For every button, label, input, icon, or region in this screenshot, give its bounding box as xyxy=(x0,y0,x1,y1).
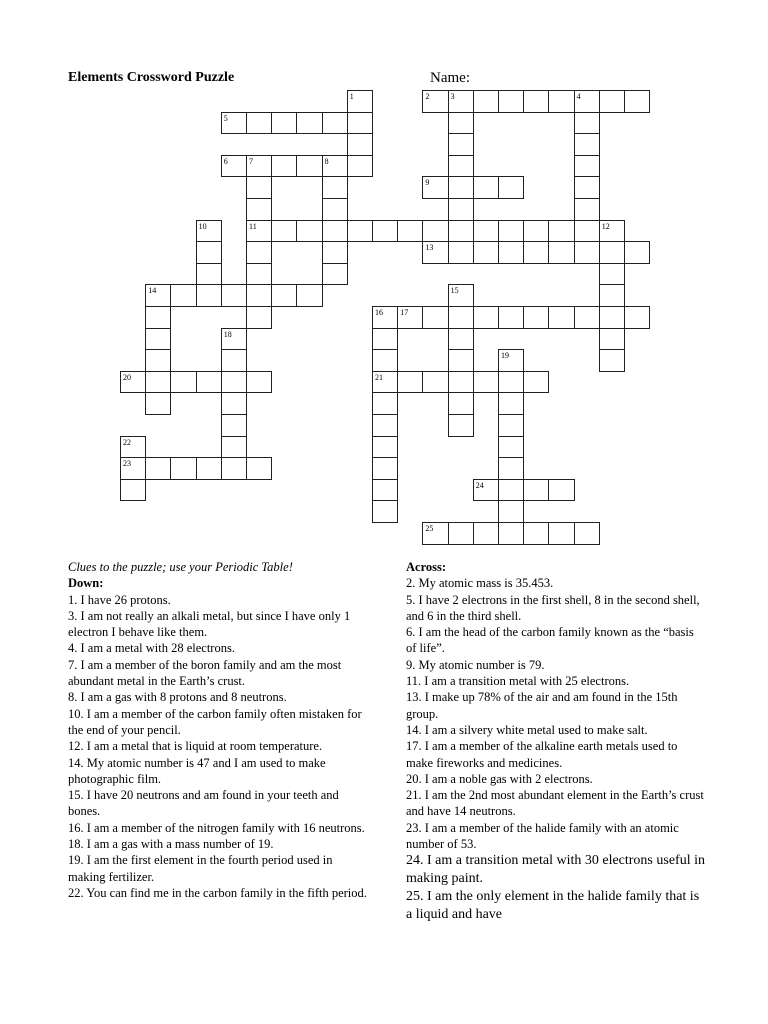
grid-cell[interactable] xyxy=(246,457,272,480)
grid-cell[interactable] xyxy=(322,176,348,199)
grid-cell[interactable] xyxy=(574,220,600,243)
grid-cell[interactable] xyxy=(322,155,348,178)
grid-cell[interactable] xyxy=(599,349,625,372)
grid-cell[interactable] xyxy=(448,155,474,178)
clue-number: 19 xyxy=(501,351,509,361)
grid-cell[interactable] xyxy=(498,457,524,480)
grid-cell[interactable] xyxy=(221,457,247,480)
grid-cell[interactable] xyxy=(599,263,625,286)
grid-cell[interactable] xyxy=(599,328,625,351)
grid-cell[interactable] xyxy=(120,371,146,394)
grid-cell[interactable] xyxy=(624,241,650,264)
grid-cell[interactable] xyxy=(170,371,196,394)
grid-cell[interactable] xyxy=(523,479,549,502)
clue-number: 8 xyxy=(324,156,329,166)
grid-cell[interactable] xyxy=(246,371,272,394)
grid-cell[interactable] xyxy=(498,436,524,459)
grid-cell[interactable] xyxy=(296,112,322,135)
grid-cell[interactable] xyxy=(498,479,524,502)
grid-cell[interactable] xyxy=(548,522,574,545)
grid-cell[interactable] xyxy=(548,90,574,113)
grid-cell[interactable] xyxy=(448,220,474,243)
grid-cell[interactable] xyxy=(448,392,474,415)
grid-cell[interactable] xyxy=(448,306,474,329)
grid-cell[interactable] xyxy=(372,457,398,480)
grid-cell[interactable] xyxy=(448,328,474,351)
grid-cell[interactable] xyxy=(473,90,499,113)
grid-cell[interactable] xyxy=(498,176,524,199)
grid-cell[interactable] xyxy=(145,284,171,307)
grid-cell[interactable] xyxy=(422,306,448,329)
grid-cell[interactable] xyxy=(498,414,524,437)
grid-cell[interactable] xyxy=(397,306,423,329)
clue-number: 6 xyxy=(223,156,228,166)
grid-cell[interactable] xyxy=(372,328,398,351)
grid-cell[interactable] xyxy=(196,241,222,264)
grid-cell[interactable] xyxy=(473,371,499,394)
across-clue: 6. I am the head of the carbon family known as the “basis of life”. xyxy=(406,625,694,656)
grid-cell[interactable] xyxy=(196,284,222,307)
grid-cell[interactable] xyxy=(422,241,448,264)
grid-cell[interactable] xyxy=(448,241,474,264)
across-clue: 9. My atomic number is 79. xyxy=(406,657,545,672)
grid-cell[interactable] xyxy=(221,284,247,307)
grid-cell[interactable] xyxy=(196,220,222,243)
grid-cell[interactable] xyxy=(246,112,272,135)
grid-cell[interactable] xyxy=(473,522,499,545)
grid-cell[interactable] xyxy=(523,522,549,545)
grid-cell[interactable] xyxy=(498,392,524,415)
down-clue: 22. You can find me in the carbon family in the fifth period. xyxy=(68,885,367,900)
down-clue: 12. I am a metal that is liquid at room temperature. xyxy=(68,739,323,754)
clue-number: 22 xyxy=(123,437,131,447)
grid-cell[interactable] xyxy=(372,500,398,523)
grid-cell[interactable] xyxy=(221,371,247,394)
grid-cell[interactable] xyxy=(448,414,474,437)
clue-number: 3 xyxy=(450,92,455,101)
grid-cell[interactable] xyxy=(498,241,524,264)
grid-cell[interactable] xyxy=(246,220,272,243)
grid-cell[interactable] xyxy=(372,306,398,329)
grid-cell[interactable] xyxy=(196,457,222,480)
grid-cell[interactable] xyxy=(473,220,499,243)
grid-cell[interactable] xyxy=(498,349,524,372)
grid-cell[interactable] xyxy=(498,306,524,329)
clues-right-column xyxy=(406,559,706,924)
grid-cell[interactable] xyxy=(145,457,171,480)
grid-cell[interactable] xyxy=(574,133,600,156)
down-clue: 7. I am a member of the boron family and am the most abundant metal in the Earth’s crust. xyxy=(68,657,342,689)
clue-number: 16 xyxy=(375,308,383,317)
grid-cell[interactable] xyxy=(548,241,574,264)
grid-cell[interactable] xyxy=(120,457,146,480)
grid-cell[interactable] xyxy=(448,349,474,372)
grid-cell[interactable] xyxy=(246,284,272,307)
grid-cell[interactable] xyxy=(473,306,499,329)
grid-cell[interactable] xyxy=(145,306,171,329)
clue-number: 20 xyxy=(123,372,131,382)
down-clue: 16. I am a member of the nitrogen family with 16 neutrons. xyxy=(68,820,365,835)
grid-cell[interactable] xyxy=(448,133,474,156)
across-clue: 20. I am a noble gas with 2 electrons. xyxy=(406,771,593,786)
grid-cell[interactable] xyxy=(372,220,398,243)
grid-cell[interactable] xyxy=(372,479,398,502)
across-clue: 25. I am the only element in the halide family that is a liquid and have xyxy=(406,889,700,923)
grid-cell[interactable] xyxy=(271,220,297,243)
clues-intro: Clues to the puzzle; use your Periodic Table! xyxy=(68,560,293,574)
grid-cell[interactable] xyxy=(145,371,171,394)
grid-cell[interactable] xyxy=(271,112,297,135)
grid-cell[interactable] xyxy=(322,198,348,221)
grid-cell[interactable] xyxy=(120,436,146,459)
down-clue: 1. I have 26 protons. xyxy=(68,592,171,607)
grid-cell[interactable] xyxy=(498,500,524,523)
grid-cell[interactable] xyxy=(296,284,322,307)
across-clue: 5. I have 2 electrons in the first shell, 8 in the second shell, and 6 in the third shell. xyxy=(406,592,700,623)
grid-cell[interactable] xyxy=(221,436,247,459)
grid-cell[interactable] xyxy=(372,436,398,459)
grid-cell[interactable] xyxy=(372,349,398,372)
clue-number: 14 xyxy=(148,286,157,296)
across-clue: 21. I am the 2nd most abundant element in the Earth’s crust and have 14 neutrons. xyxy=(406,788,704,819)
down-clue: 10. I am a member of the carbon family often mistaken for the end of your pencil. xyxy=(68,706,362,737)
grid-cell[interactable] xyxy=(246,306,272,329)
grid-cell[interactable] xyxy=(498,522,524,545)
grid-cell[interactable] xyxy=(322,263,348,286)
grid-cell[interactable] xyxy=(574,112,600,135)
grid-cell[interactable] xyxy=(422,220,448,243)
down-clue: 4. I am a metal with 28 electrons. xyxy=(68,641,235,656)
grid-cell[interactable] xyxy=(347,220,373,243)
down-clue: 15. I have 20 neutrons and am found in your teeth and bones. xyxy=(68,788,339,819)
down-clue-list xyxy=(68,592,368,902)
grid-cell[interactable] xyxy=(548,220,574,243)
grid-cell[interactable] xyxy=(120,479,146,502)
across-clue: 13. I make up 78% of the air and am found in the 15th group. xyxy=(406,690,678,721)
clue-number: 11 xyxy=(249,221,257,231)
clue-number: 13 xyxy=(425,243,434,253)
grid-cell[interactable] xyxy=(548,479,574,502)
across-heading: Across: xyxy=(406,560,447,574)
grid-cell[interactable] xyxy=(574,155,600,178)
down-clue: 8. I am a gas with 8 protons and 8 neutrons. xyxy=(68,690,287,705)
clue-number: 25 xyxy=(425,524,434,533)
grid-cell[interactable] xyxy=(523,306,549,329)
grid-cell[interactable] xyxy=(221,414,247,437)
grid-cell[interactable] xyxy=(196,371,222,394)
grid-cell[interactable] xyxy=(422,522,448,545)
grid-cell[interactable] xyxy=(271,284,297,307)
grid-cell[interactable] xyxy=(372,392,398,415)
grid-cell[interactable] xyxy=(599,284,625,307)
down-clue: 19. I am the first element in the fourth period used in making fertilizer. xyxy=(68,853,333,884)
across-clue-list xyxy=(406,575,706,924)
clue-number: 12 xyxy=(601,221,610,231)
clue-number: 17 xyxy=(400,308,409,317)
grid-cell[interactable] xyxy=(271,155,297,178)
grid-cell[interactable] xyxy=(473,241,499,264)
grid-cell[interactable] xyxy=(599,306,625,329)
grid-cell[interactable] xyxy=(574,306,600,329)
clue-number: 4 xyxy=(576,92,581,101)
grid-cell[interactable] xyxy=(498,90,524,113)
grid-cell[interactable] xyxy=(448,284,474,307)
grid-cell[interactable] xyxy=(523,241,549,264)
grid-cell[interactable] xyxy=(322,112,348,135)
grid-cell[interactable] xyxy=(196,263,222,286)
grid-cell[interactable] xyxy=(221,155,247,178)
clue-number: 5 xyxy=(223,113,228,123)
grid-cell[interactable] xyxy=(523,220,549,243)
across-clue: 17. I am a member of the alkaline earth metals used to make fireworks and medicines. xyxy=(406,739,678,770)
grid-cell[interactable] xyxy=(448,176,474,199)
grid-cell[interactable] xyxy=(473,176,499,199)
clue-number: 21 xyxy=(375,372,383,382)
grid-cell[interactable] xyxy=(170,457,196,480)
grid-cell[interactable] xyxy=(246,241,272,264)
grid-cell[interactable] xyxy=(347,112,373,135)
clue-number: 23 xyxy=(123,459,131,469)
grid-cell[interactable] xyxy=(473,479,499,502)
grid-cell[interactable] xyxy=(448,198,474,221)
grid-cell[interactable] xyxy=(322,220,348,243)
clue-number: 15 xyxy=(450,286,459,296)
grid-cell[interactable] xyxy=(574,176,600,199)
grid-cell[interactable] xyxy=(397,220,423,243)
across-clue: 23. I am a member of the halide family with an atomic number of 53. xyxy=(406,820,679,852)
grid-cell[interactable] xyxy=(221,349,247,372)
clues-left-column xyxy=(68,559,368,901)
grid-cell[interactable] xyxy=(574,522,600,545)
page-title: Elements Crossword Puzzle xyxy=(68,70,235,85)
grid-cell[interactable] xyxy=(422,176,448,199)
grid-cell[interactable] xyxy=(372,371,398,394)
grid-cell[interactable] xyxy=(397,371,423,394)
grid-cell[interactable] xyxy=(448,112,474,135)
grid-cell[interactable] xyxy=(145,328,171,351)
grid-cell[interactable] xyxy=(221,328,247,351)
grid-cell[interactable] xyxy=(296,155,322,178)
grid-cell[interactable] xyxy=(296,220,322,243)
across-clue: 24. I am a transition metal with 30 electrons useful in making paint. xyxy=(406,853,705,887)
grid-cell[interactable] xyxy=(347,133,373,156)
down-heading: Down: xyxy=(68,576,104,591)
grid-cell[interactable] xyxy=(246,176,272,199)
grid-cell[interactable] xyxy=(145,349,171,372)
grid-cell[interactable] xyxy=(574,90,600,113)
grid-cell[interactable] xyxy=(523,371,549,394)
grid-cell[interactable] xyxy=(624,306,650,329)
grid-cell[interactable] xyxy=(422,371,448,394)
grid-cell[interactable] xyxy=(448,371,474,394)
grid-cell[interactable] xyxy=(624,90,650,113)
grid-cell[interactable] xyxy=(246,198,272,221)
grid-cell[interactable] xyxy=(498,371,524,394)
down-clue: 14. My atomic number is 47 and I am used to make photographic film. xyxy=(68,755,326,786)
grid-cell[interactable] xyxy=(372,414,398,437)
grid-cell[interactable] xyxy=(599,90,625,113)
grid-cell[interactable] xyxy=(221,392,247,415)
across-clue: 11. I am a transition metal with 25 electrons. xyxy=(406,674,630,689)
grid-cell[interactable] xyxy=(221,112,247,135)
grid-cell[interactable] xyxy=(574,241,600,264)
clue-number: 9 xyxy=(425,178,430,188)
grid-cell[interactable] xyxy=(347,155,373,178)
grid-cell[interactable] xyxy=(246,155,272,178)
clue-number: 24 xyxy=(475,480,484,490)
grid-cell[interactable] xyxy=(599,220,625,243)
name-label: Name: xyxy=(430,70,470,86)
clue-number: 2 xyxy=(425,92,430,101)
grid-cell[interactable] xyxy=(145,392,171,415)
across-clue: 2. My atomic mass is 35.453. xyxy=(406,576,554,591)
down-clue: 3. I am not really an alkali metal, but since I have only 1 electron I behave like them. xyxy=(68,608,351,640)
clue-number: 10 xyxy=(198,221,207,231)
clue-number: 18 xyxy=(223,329,232,339)
grid-cell[interactable] xyxy=(322,241,348,264)
grid-cell[interactable] xyxy=(170,284,196,307)
grid-cell[interactable] xyxy=(599,241,625,264)
clue-number: 1 xyxy=(349,92,354,101)
grid-cell[interactable] xyxy=(347,90,373,113)
grid-cell[interactable] xyxy=(246,263,272,286)
grid-cell[interactable] xyxy=(448,522,474,545)
grid-cell[interactable] xyxy=(574,198,600,221)
down-clue: 18. I am a gas with a mass number of 19. xyxy=(68,837,274,852)
across-clue: 14. I am a silvery white metal used to make salt. xyxy=(406,722,648,737)
grid-cell[interactable] xyxy=(448,90,474,113)
grid-cell[interactable] xyxy=(422,90,448,113)
clue-number: 7 xyxy=(249,156,253,166)
grid-cell[interactable] xyxy=(548,306,574,329)
grid-cell[interactable] xyxy=(523,90,549,113)
grid-cell[interactable] xyxy=(498,220,524,243)
